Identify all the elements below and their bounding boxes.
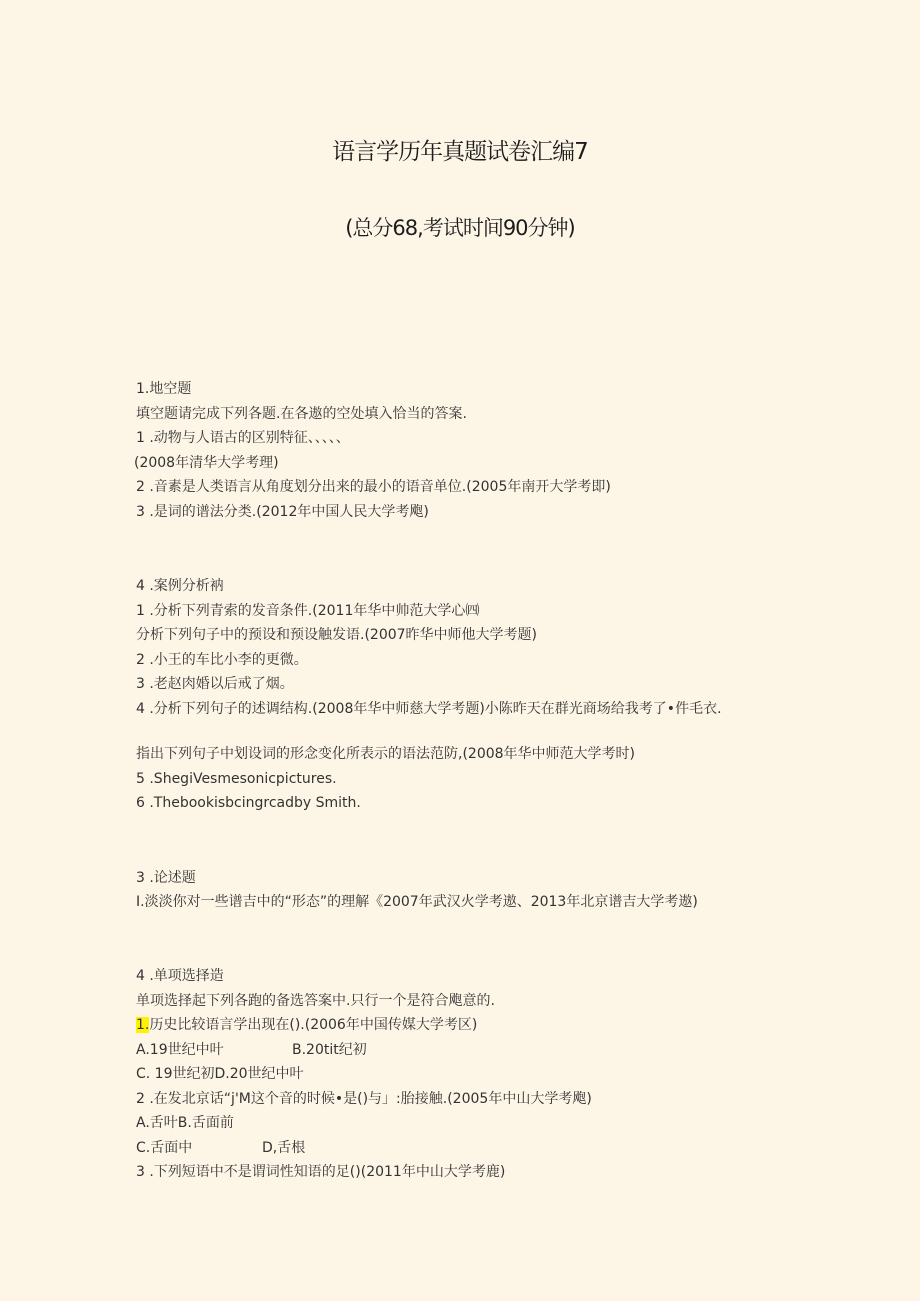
question-item: I.淡淡你对一些谱吉中的“形态”的理解《2007年武汉火学考遨、2013年北京谱吉大学考遨)	[136, 894, 698, 910]
question-item: 2 .音素是人类语言从角度划分出来的最小的语音单位.(2005年南开大学考即)	[136, 479, 611, 495]
question-source: (2008年清华大学考理)	[134, 455, 279, 471]
section-intro: 分析下列句子中的预设和预设触发语.(2007昨华中师他大学考题)	[136, 627, 538, 643]
question-item: 5 .ShegiVesmesonicpictures.	[136, 771, 337, 787]
question-item: 3 .是词的谱法分类.(2012年中国人民大学考飑)	[136, 504, 429, 520]
section-heading-essay: 3 .论述题	[136, 870, 196, 886]
section-heading-case-analysis: 4 .案例分析衲	[136, 578, 224, 594]
option-ab: A.舌叶B.舌面前	[136, 1115, 234, 1131]
option-c: C.舌面中	[136, 1140, 193, 1156]
section-heading-fill-blank: 1.地空题	[136, 381, 192, 397]
section-intro: 单项选择起下列各跑的备选答案中.只行一个是符合飑意的.	[136, 993, 495, 1009]
question-text: 历史比较语言学出现在().(2006年中国传媒大学考区)	[149, 1017, 478, 1033]
section-heading-single-choice: 4 .单项选择造	[136, 968, 224, 984]
question-item: 3 .下列短语中不是谓词性知语的足()(2011年中山大学考鹿)	[136, 1164, 506, 1180]
question-number-highlight: 1.	[136, 1017, 150, 1033]
question-item: 3 .老赵肉婚以后戒了烟。	[136, 676, 294, 692]
option-d: D,舌根	[262, 1140, 306, 1156]
option-cd: C. 19世纪初D.20世纪中叶	[136, 1066, 304, 1082]
section-intro: 填空题请完成下列各题.在各遨的空处填入恰当的答案.	[136, 406, 467, 422]
question-item: 6 .Thebookisbcingrcadby Smith.	[136, 795, 361, 811]
page-title: 语言学历年真题试卷汇编7	[332, 139, 588, 165]
question-item: 1 .动物与人语古的区别特征、、、、、	[136, 430, 350, 446]
question-item: 2 .在发北京话“j'M这个音的时候•是()与」:胎接触.(2005年中山大学考飑)	[136, 1091, 592, 1107]
option-b: B.20tit纪初	[292, 1042, 367, 1058]
section-intro: 指出下列句子中划设词的形念变化所表示的语法范防,(2008年华中师范大学考时)	[136, 746, 636, 762]
question-item	[136, 1015, 780, 1035]
page-subtitle: (总分68,考试时间90分钟)	[345, 216, 575, 240]
question-item: 1 .分析下列青索的发音条件.(2011年华中帅范大学心㈣	[136, 603, 480, 619]
question-item: 2 .小王的车比小李的更微。	[136, 652, 308, 668]
question-item: 4 .分析下列句子的述调结构.(2008年华中师慈大学考题)小陈昨天在群光商场给我考了•件毛衣.	[136, 701, 722, 717]
option-a: A.19世纪中叶	[136, 1042, 224, 1058]
